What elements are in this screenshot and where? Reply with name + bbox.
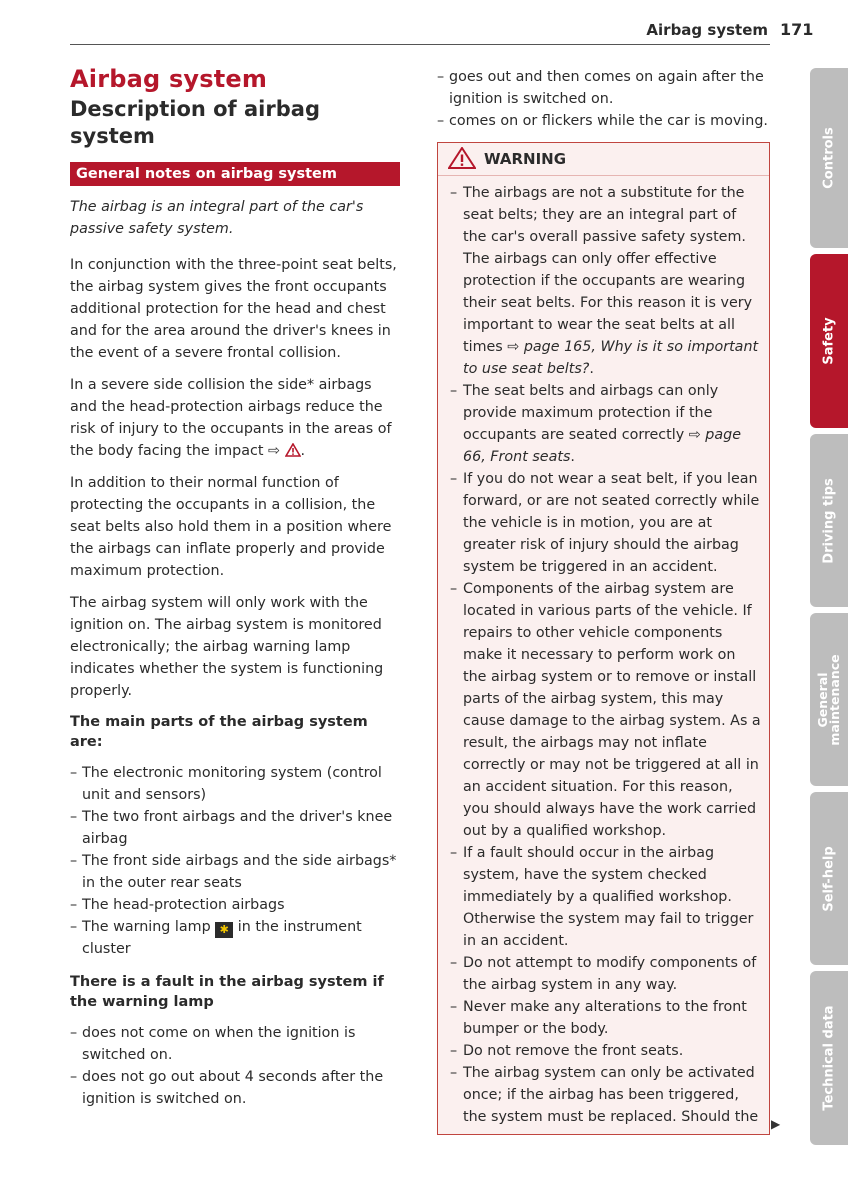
warning-list <box>450 182 761 1128</box>
list-item: – The airbag system can only be activated once; if the airbag has been triggered, the system must be replaced. Should the <box>450 1062 761 1128</box>
list-item: – does not go out about 4 seconds after the ignition is switched on. <box>70 1066 400 1110</box>
tab-controls[interactable] <box>810 68 848 248</box>
tab-label: Self-help <box>821 845 837 912</box>
left-column <box>70 64 400 1122</box>
paragraph-side-collision <box>70 374 400 462</box>
topic-bar: General notes on airbag system <box>70 162 400 186</box>
warning-title: WARNING <box>484 150 567 168</box>
tab-label: General maintenance <box>815 653 842 746</box>
list-item: – The head-protection airbags <box>70 894 400 916</box>
list-item <box>450 182 761 380</box>
warning-header <box>438 143 769 176</box>
lamp-text-after: in the instrument cluster <box>82 919 362 957</box>
lamp-text-before: The warning lamp <box>82 919 216 935</box>
fault-list-left <box>70 1022 400 1110</box>
list-item <box>70 916 400 960</box>
warning-body <box>438 176 769 1134</box>
tab-driving-tips[interactable] <box>810 434 848 607</box>
warning-text-end: . <box>570 449 575 465</box>
parts-heading: The main parts of the airbag system are: <box>70 714 368 750</box>
list-item: – Do not attempt to modify components of the airbag system in any way. <box>450 952 761 996</box>
warning-triangle-icon[interactable] <box>285 443 301 457</box>
paragraph-front-collision: In conjunction with the three-point seat belts, the airbag system gives the front occupants additional protection for the head and chest and for the area around the driver's knees in the event of a severe frontal collision. <box>70 257 397 361</box>
fault-heading: There is a fault in the airbag system if the warning lamp <box>70 974 384 1010</box>
tab-label: Safety <box>821 317 837 365</box>
list-item: – comes on or flickers while the car is moving. <box>437 110 770 132</box>
tab-general-maintenance[interactable] <box>810 613 848 786</box>
paragraph-seat-belts: In addition to their normal function of protecting the occupants in a collision, the seat belts also hold them in a position where the airbags can inflate properly and provide maximum protection. <box>70 475 392 579</box>
list-item: – If a fault should occur in the airbag system, have the system checked immediately by a qualified workshop. Otherwise the system may fail to trigger in an accident. <box>450 842 761 952</box>
tab-technical-data[interactable] <box>810 971 848 1145</box>
cross-reference-link[interactable]: ⇨ page 66, Front seats <box>463 427 741 465</box>
list-item: – does not come on when the ignition is switched on. <box>70 1022 400 1066</box>
tab-label: Controls <box>821 127 837 189</box>
list-item: – The two front airbags and the driver's knee airbag <box>70 806 400 850</box>
header-rule <box>70 44 770 45</box>
list-item: – If you do not wear a seat belt, if you lean forward, or are not seated correctly while the vehicle is in motion, you are at greater risk of injury should the airbag system be triggered in an accident. <box>450 468 761 578</box>
tab-self-help[interactable] <box>810 792 848 965</box>
sub-title: Description of airbag system <box>70 97 320 148</box>
warning-text-end: . <box>589 361 594 377</box>
list-item: – The front side airbags and the side airbags* in the outer rear seats <box>70 850 400 894</box>
page-number: 171 <box>780 20 814 39</box>
tab-safety[interactable] <box>810 254 848 428</box>
parts-list <box>70 762 400 960</box>
paragraph-side-collision-end: . <box>300 443 306 459</box>
paragraph-side-collision-text: In a severe side collision the side* airbags and the head-protection airbags reduce the risk of injury to the occupants in the areas of the body facing the impact ⇨ <box>70 377 392 459</box>
right-column <box>437 66 770 1135</box>
list-item: – Do not remove the front seats. <box>450 1040 761 1062</box>
warning-text: The seat belts and airbags can only provide maximum protection if the occupants are seated correctly <box>463 383 719 443</box>
section-title: Airbag system <box>70 65 268 93</box>
tab-label: Technical data <box>821 1005 837 1111</box>
list-item: – Never make any alterations to the front bumper or the body. <box>450 996 761 1040</box>
list-item <box>450 380 761 468</box>
airbag-warning-lamp-icon: ✱ <box>215 922 233 938</box>
list-item: – goes out and then comes on again after the ignition is switched on. <box>437 66 770 110</box>
cross-reference-link[interactable]: ⇨ page 165, Why is it so important to use seat belts? <box>463 339 759 377</box>
intro-paragraph: The airbag is an integral part of the car's passive safety system. <box>70 199 364 237</box>
warning-box <box>437 142 770 1135</box>
running-header-title: Airbag system <box>646 21 768 39</box>
tab-label: Driving tips <box>821 477 837 564</box>
paragraph-ignition: The airbag system will only work with the ignition on. The airbag system is monitored electronically; the airbag warning lamp indicates whether the system is functioning properly. <box>70 595 384 699</box>
warning-triangle-icon <box>448 147 476 169</box>
list-item: – The electronic monitoring system (control unit and sensors) <box>70 762 400 806</box>
fault-list-right <box>437 66 770 132</box>
continue-arrow-icon: ▶ <box>771 1117 781 1131</box>
list-item: – Components of the airbag system are located in various parts of the vehicle. If repairs to other vehicle components make it necessary to perform work on the airbag system or to remove or install parts of the airbag system, this may cause damage to the airbag system. As a result, the airbags may not inflate correctly or may not be triggered at all in an accident situation. For this reason, you should always have the work carried out by a qualified workshop. <box>450 578 761 842</box>
warning-text: The airbags are not a substitute for the seat belts; they are an integral part of the car's overall passive safety system. The airbags can only offer effective protection if the occupants are wearing their seat belts. For this reason it is very important to wear the seat belts at all times <box>463 185 753 355</box>
